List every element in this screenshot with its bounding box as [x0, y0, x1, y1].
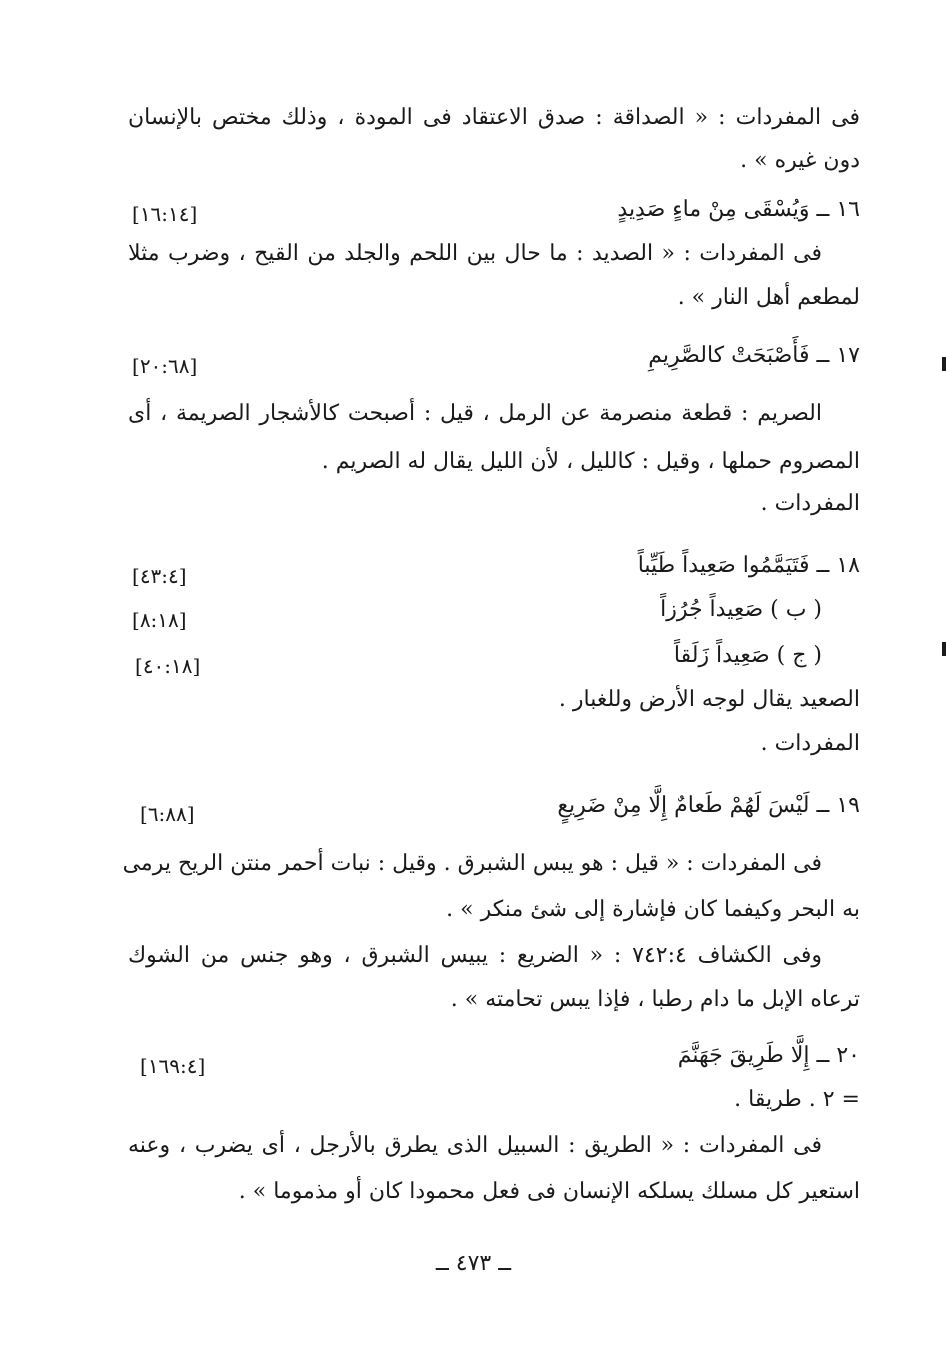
- verse-reference: [٤٠:١٨]: [135, 654, 201, 678]
- body-line: الصعيد يقال لوجه الأرض وللغبار .: [558, 687, 860, 712]
- body-line: فى المفردات : « قيل : هو يبس الشبرق . وقيل : نبات أحمر منتن الريح يرمى: [122, 851, 822, 876]
- entry-heading: ١٨ ــ فَتَيَمَّمُوا صَعِيداً طَيِّباً: [637, 553, 860, 578]
- entry-heading: ١٩ ــ لَيْسَ لَهُمْ طَعامٌ إِلَّا مِنْ ضَرِيعٍ: [557, 793, 860, 818]
- scan-mark: [942, 642, 946, 656]
- body-line: فى المفردات : « الصداقة : صدق الاعتقاد فى المودة ، وذلك مختص بالإنسان: [128, 105, 860, 130]
- body-line: المصروم حملها ، وقيل : كالليل ، لأن الليل يقال له الصريم .: [321, 449, 860, 474]
- verse-reference: [٤٣:٤]: [132, 564, 187, 588]
- sub-heading: ( ب ) صَعِيداً جُرُزاً: [660, 597, 822, 622]
- body-line: فى المفردات : « الصديد : ما حال بين اللحم والجلد من القيح ، وضرب مثلا: [128, 241, 822, 266]
- verse-reference: [٦:٨٨]: [140, 802, 195, 826]
- body-line: فى المفردات : « الطريق : السبيل الذى يطرق بالأرجل ، أى يضرب ، وعنه: [128, 1133, 822, 1158]
- body-line: به البحر وكيفما كان فإشارة إلى شئ منكر » .: [446, 897, 860, 922]
- body-line: دون غيره » .: [740, 148, 860, 173]
- entry-heading: ١٧ ــ فَأَصْبَحَتْ كالصَّرِيمِ: [648, 343, 860, 368]
- body-line: = ٢ . طريقا .: [734, 1087, 860, 1112]
- verse-reference: [٨:١٨]: [132, 608, 187, 632]
- body-line: وفى الكشاف ٧٤٢:٤ : « الضريع : يبيس الشبرق ، وهو جنس من الشوك: [128, 943, 822, 968]
- sub-heading: ( ج ) صَعِيداً زَلَقاً: [673, 643, 822, 668]
- scan-mark: [942, 357, 946, 371]
- verse-reference: [٢٠:٦٨]: [132, 354, 198, 378]
- body-line: ترعاه الإبل ما دام رطبا ، فإذا يبس تحامته » .: [450, 987, 860, 1012]
- page-number: ــ ٤٧٣ ــ: [435, 1251, 512, 1276]
- verse-reference: [١٦:١٤]: [132, 202, 198, 226]
- entry-heading: ١٦ ــ وَيُسْقَى مِنْ ماءٍ صَدِيدٍ: [617, 197, 860, 222]
- body-line: الصريم : قطعة منصرمة عن الرمل ، قيل : أصبحت كالأشجار الصريمة ، أى: [128, 401, 822, 426]
- body-line: المفردات .: [760, 731, 860, 756]
- body-line: لمطعم أهل النار » .: [677, 285, 860, 310]
- verse-reference: [١٦٩:٤]: [140, 1054, 206, 1078]
- entry-heading: ٢٠ ــ إِلَّا طَرِيقَ جَهَنَّمَ: [677, 1043, 860, 1068]
- body-line: استعير كل مسلك يسلكه الإنسان فى فعل محمودا كان أو مذموما » .: [238, 1179, 860, 1204]
- body-line: المفردات .: [760, 491, 860, 516]
